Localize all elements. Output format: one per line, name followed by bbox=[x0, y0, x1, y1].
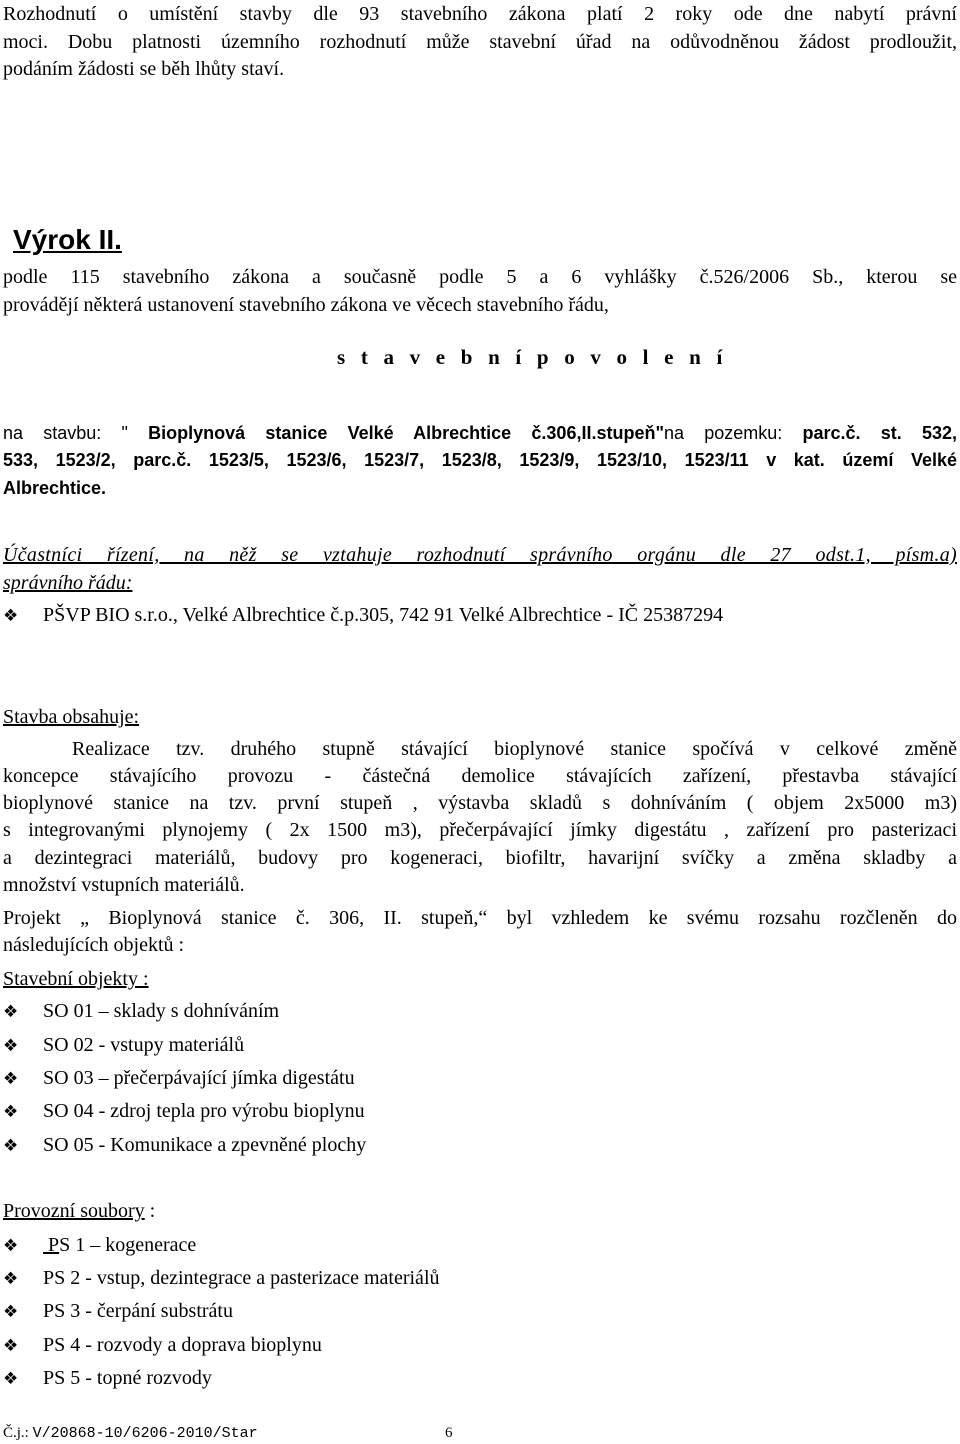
pozemek-parcels-2: 533, 1523/2, parc.č. 1523/5, 1523/6, 1523/7, 1523/8, 1523/9, 1523/10, 1523/11 v kat. území Velké bbox=[3, 450, 957, 470]
operating-unit-item: ❖ PS 1 – kogenerace bbox=[3, 1230, 196, 1261]
pozemek-parcels-3: Albrechtice. bbox=[3, 478, 107, 498]
participants-heading-line-1: Účastníci řízení, na něž se vztahuje rozhodnutí správního orgánu dle 27 odst.1, písm.a) bbox=[3, 544, 957, 566]
verdict-heading: Výrok II. bbox=[13, 224, 122, 255]
diamond-ornament-icon: ❖ bbox=[3, 1136, 19, 1156]
participants-heading-line-2: správního řádu: bbox=[3, 572, 133, 594]
intro-line-2: moci. Dobu platnosti územního rozhodnutí může stavební úřad na odůvodněnou žádost prodloužit, bbox=[3, 31, 957, 53]
diamond-ornament-icon: ❖ bbox=[3, 1002, 19, 1022]
contents-p2-line-1: Projekt „ Bioplynová stanice č. 306, II. stupeň,“ byl vzhledem ke svému rozsahu rozčleněn do bbox=[3, 907, 957, 929]
stavba-prefix: na stavbu: " bbox=[3, 423, 149, 443]
operating-unit-item: ❖ PS 4 - rozvody a doprava bioplynu bbox=[3, 1330, 322, 1361]
contents-heading: Stavba obsahuje: bbox=[3, 706, 140, 728]
page-number: 6 bbox=[445, 1425, 453, 1441]
contents-p1-line-5: a dezintegraci materiálů, budovy pro kogeneraci, biofiltr, havarijní svíčky a změna skladby a bbox=[3, 847, 957, 869]
participant-item bbox=[3, 600, 723, 631]
building-object-item: ❖ SO 04 - zdroj tepla pro výrobu bioplynu bbox=[3, 1096, 365, 1127]
diamond-ornament-icon: ❖ bbox=[3, 1336, 19, 1356]
stavba-name: Bioplynová stanice Velké Albrechtice č.306,II.stupeň" bbox=[148, 423, 664, 443]
diamond-ornament-icon: ❖ bbox=[3, 1236, 19, 1256]
diamond-ornament-icon: ❖ bbox=[3, 1269, 19, 1289]
building-object-item: ❖ SO 03 – přečerpávající jímka digestátu bbox=[3, 1063, 355, 1094]
reference-label: Č.j.: bbox=[3, 1425, 33, 1441]
operating-unit-item: ❖ PS 5 - topné rozvody bbox=[3, 1363, 212, 1394]
diamond-ornament-icon: ❖ bbox=[3, 606, 19, 626]
operating-unit-item: ❖ PS 2 - vstup, dezintegrace a pasterizace materiálů bbox=[3, 1263, 440, 1294]
pozemek-prefix: na pozemku: bbox=[664, 423, 803, 443]
verdict-basis-line-2: provádějí některá ustanovení stavebního zákona ve věcech stavebního řádu, bbox=[3, 294, 609, 316]
building-object-item: ❖ SO 01 – sklady s dohníváním bbox=[3, 996, 279, 1027]
building-object-item: ❖ SO 05 - Komunikace a zpevněné plochy bbox=[3, 1130, 366, 1161]
diamond-ornament-icon: ❖ bbox=[3, 1369, 19, 1389]
contents-p1-line-3: bioplynové stanice na tzv. první stupeň , výstavba skladů s dohníváním ( objem 2x5000 m3) bbox=[3, 792, 957, 814]
contents-p1-line-4: s integrovanými plynojemy ( 2x 1500 m3), přečerpávající jímky digestátu , zařízení pro pasterizaci bbox=[3, 819, 957, 841]
contents-p1-line-6: množství vstupních materiálů. bbox=[3, 874, 245, 896]
stavba-line-1 bbox=[3, 419, 957, 447]
contents-p1-line-1: Realizace tzv. druhého stupně stávající bioplynové stanice spočívá v celkové změně bbox=[72, 738, 957, 760]
page-footer bbox=[3, 1424, 453, 1443]
verdict-basis-line-1: podle 115 stavebního zákona a současně podle 5 a 6 vyhlášky č.526/2006 Sb., kterou se bbox=[3, 266, 957, 288]
intro-line-1: Rozhodnutí o umístění stavby dle 93 stavebního zákona platí 2 roky ode dne nabytí právní bbox=[3, 3, 957, 25]
pozemek-parcels-1: parc.č. st. 532, bbox=[802, 423, 958, 443]
diamond-ornament-icon: ❖ bbox=[3, 1069, 19, 1089]
building-object-item: ❖ SO 02 - vstupy materiálů bbox=[3, 1030, 244, 1061]
operating-units-heading: Provozní soubory : bbox=[3, 1200, 156, 1222]
intro-line-3: podáním žádosti se běh lhůty staví. bbox=[3, 58, 285, 80]
reference-number: V/20868-10/6206-2010/Star bbox=[32, 1425, 258, 1442]
contents-p1-line-2: koncepce stávajícího provozu - částečná demolice stávajících zařízení, přestavba stávající bbox=[3, 765, 957, 787]
diamond-ornament-icon: ❖ bbox=[3, 1302, 19, 1322]
building-objects-heading: Stavební objekty : bbox=[3, 968, 149, 990]
operating-unit-item: ❖ PS 3 - čerpání substrátu bbox=[3, 1296, 233, 1327]
diamond-ornament-icon: ❖ bbox=[3, 1102, 19, 1122]
decision-title: s t a v e b n í p o v o l e n í bbox=[337, 345, 728, 369]
participant-text: PŠVP BIO s.r.o., Velké Albrechtice č.p.305, 742 91 Velké Albrechtice - IČ 25387294 bbox=[43, 604, 724, 626]
contents-p2-line-2: následujících objektů : bbox=[3, 934, 185, 956]
diamond-ornament-icon: ❖ bbox=[3, 1036, 19, 1056]
